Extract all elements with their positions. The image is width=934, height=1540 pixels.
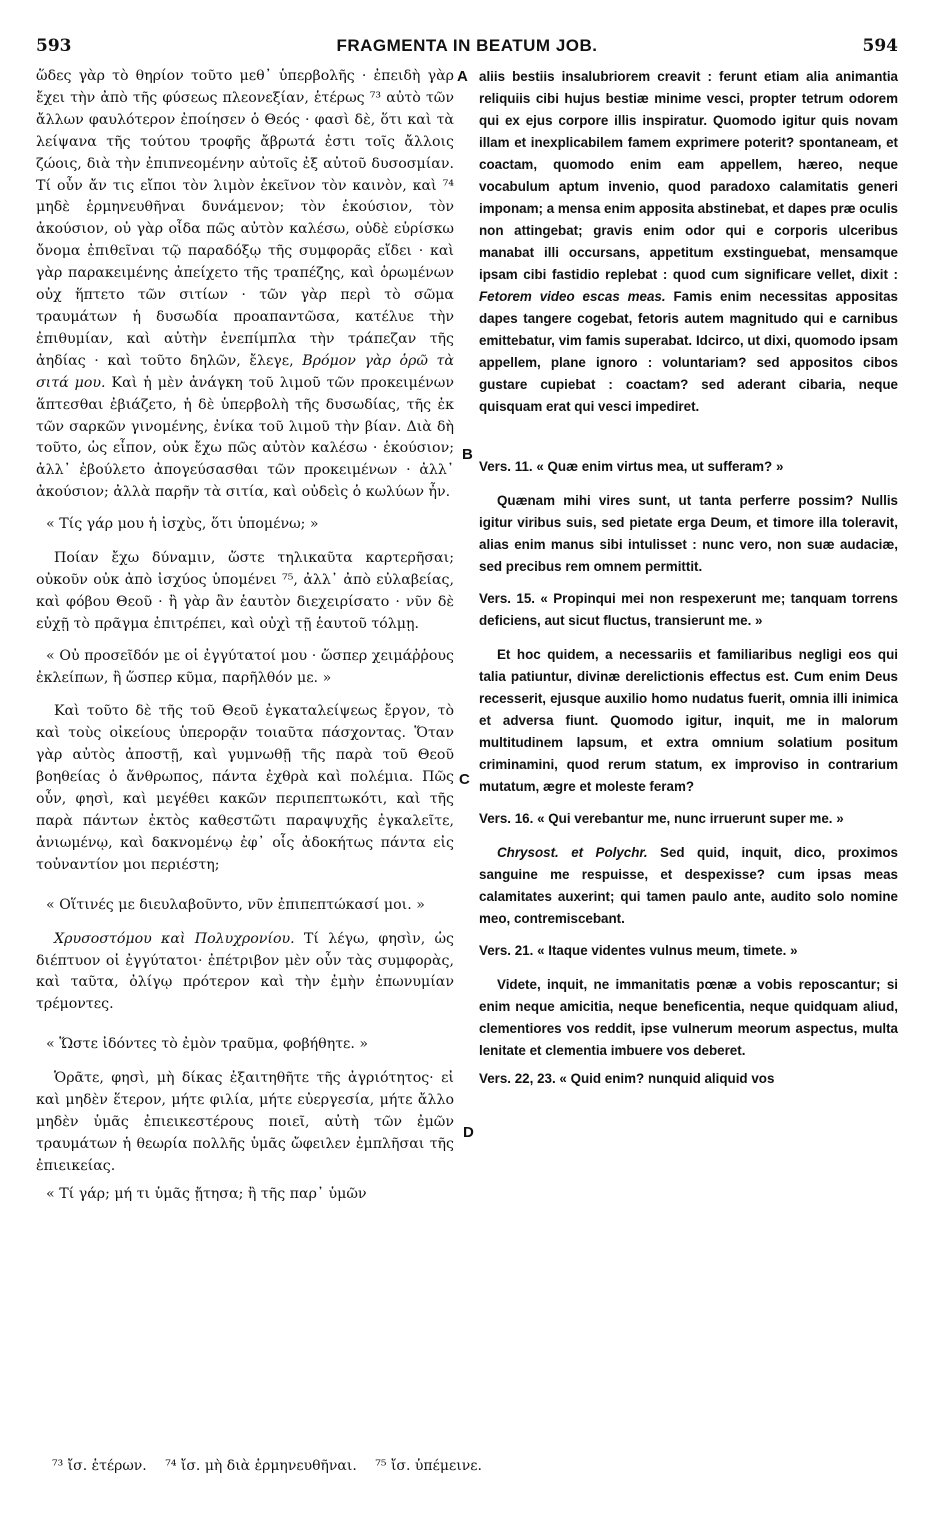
latin-paragraph-1: aliis bestiis insalubriorem creavit : ferunt etiam alia animantia reliquiis cibi hujus bestiæ minime vesci, propter tetrum odorem qui ex ejus corpore illis inspiratur. Quomodo igitur quis novam illam et inexplicabilem famem exprimere poterit? spontaneam, et coactam, quomodo enim eam appellem, hæreo, neque vocabulum aptum invenio, quod paradoxo calamitatis generi imponam; a mensa enim apposita abstinebat, et dapes præ oculis non attingebat; gravis enim odor qui e corporis ulceribus manabat illi occursans, appetitum exstinguebat, mensamque ipsam cibi fastidio replebat : quod cum significare vellet, dixit : Fetorem video escas meas. Famis enim necessitas appositas dapes tangere cogebat, fetoris autem magnitudo qui e carnibus emittebatur, vim famis superabat. Idcirco, ut dixi, quomodo ipsam appellem, plane ignoro : voluntariam? sed appositos cibos gustare cupiebat : coactam? sed aderant cibaria, neque quisquam erat qui vesci impediret. (479, 69, 898, 414)
margin-letter-a: A (457, 68, 468, 85)
latin-verse-15: Vers. 15. « Propinqui mei non respexerunt me; tanquam torrens deficiens, aut sicut fluctus, transierunt me. » (479, 591, 898, 628)
greek-paragraph-2: Ποίαν ἔχω δύναμιν, ὥστε τηλικαῦτα καρτερῆσαι; οὐκοῦν οὐκ ἀπὸ ἰσχύος ὑπομένει ⁷⁵, ἀλλ᾿ ἀπὸ εὐλαβείας, καὶ φόβου Θεοῦ · ἢ γὰρ ἂν ἑαυτὸν διεχειρίσατο · νῦν δὲ εὐχῇ τὸ πρᾶγμα ἐπιτρέπει, καὶ οὐχὶ τῇ ἑαυτοῦ τόλμῃ. (36, 550, 454, 632)
greek-author-attribution: Χρυσοστόμου καὶ Πολυχρονίου. (54, 930, 295, 947)
latin-verse-16: Vers. 16. « Qui verebantur me, nunc irruerunt super me. » (479, 811, 844, 826)
page-header (36, 36, 898, 60)
latin-author-attribution: Chrysost. et Polychr. (497, 845, 648, 860)
greek-verse-22: « Τί γάρ; μή τι ὑμᾶς ᾔτησα; ἢ τῆς παρ᾿ ὑμῶν (46, 1185, 367, 1202)
latin-verse-11: Vers. 11. « Quæ enim virtus mea, ut sufferam? » (479, 459, 784, 474)
margin-letter-d: D (463, 1124, 474, 1141)
greek-quote-italic: Βρόμον γὰρ ὁρῶ τὰ σιτά μου. (36, 352, 454, 391)
footnote-73: ⁷³ ἴσ. ἑτέρων. (52, 1458, 147, 1474)
greek-paragraph-5: Ὁρᾶτε, φησὶ, μὴ δίκας ἐξαιτηθῆτε τῆς ἀγριότητος· εἰ καὶ μηδὲν ἕτερον, μήτε φιλία, μήτε εὐεργεσία, μήτε ἄλλο μηδὲν ὑμᾶς ἐπιεικεστέρους ποιεῖ, αὐτὴ τῶν ἐμῶν τραυμάτων ἡ θεωρία πολλῆς ὑμᾶς ὤφειλεν ἐμπλῆσαι τῆς ἐπιεικείας. (36, 1070, 454, 1174)
footnote-75: ⁷⁵ ἴσ. ὑπέμεινε. (375, 1458, 482, 1474)
footnote-74: ⁷⁴ ἴσ. μὴ διὰ ἑρμηνευθῆναι. (165, 1458, 357, 1474)
greek-paragraph-4: Χρυσοστόμου καὶ Πολυχρονίου. Τί λέγω, φησὶν, ὡς διέπτυον οἱ ἐγγύτατοι· ἐπέτριβον μὲν οὖν τὰς συμφορὰς, καὶ ταῦτα, ὀλίγῳ πρότερον καὶ τὴν ἐμὴν ἐπωνυμίαν τρέμοντες. (36, 930, 454, 1013)
latin-paragraph-4: Chrysost. et Polychr. Sed quid, inquit, dico, proximos sanguine me respuisse, et despexisse? cum ipsas meas calamitates auxerint; qui tamen paulo ante, audito solo nomine meo, contremiscebant. (479, 845, 898, 926)
footnotes (52, 1458, 898, 1474)
greek-verse-16: « Οἵτινές με διευλαβοῦντο, νῦν ἐπιπεπτώκασί μοι. » (46, 896, 425, 913)
latin-paragraph-2: Quænam mihi vires sunt, ut tanta perferre possim? Nullis igitur viribus suis, sed pietate erga Deum, et timore illa toleravit, alias enim manus sibi intulisset : nunc vero, non suæ audaciæ, sed precibus rem omnem permittit. (479, 493, 898, 574)
latin-verse-21: Vers. 21. « Itaque videntes vulnus meum, timete. » (479, 943, 798, 958)
latin-verse-22: Vers. 22, 23. « Quid enim? nunquid aliquid vos (479, 1071, 775, 1086)
latin-quote-italic: Fetorem video escas meas. (479, 289, 666, 304)
greek-paragraph-3: Καὶ τοῦτο δὲ τῆς τοῦ Θεοῦ ἐγκαταλείψεως ἔργον, τὸ καὶ τοὺς οἰκείους ὑπερορᾷν τοιαῦτα πάσχοντας. Ὅταν γὰρ αὐτὸς ἀποστῇ, καὶ γυμνωθῇ τῆς παρὰ τοῦ Θεοῦ βοηθείας ὁ ἄνθρωπος, πάντα ἐχθρὰ καὶ πολέμια. Πῶς οὖν, φησὶ, καὶ μεγέθει κακῶν περιπεπτωκότι, καὶ τῆς παρὰ πάντων ἐκτὸς καθεστῶτι παραψυχῆς ἐγκαλεῖτε, ἀνιωμένῳ, καὶ δακνομένῳ ἐφ᾿ οἷς ἀδοκήτως πάντα εἰς τοὐναντίον μοι περιέστη; (36, 703, 454, 873)
page-number-right: 594 (862, 36, 898, 56)
latin-column (479, 66, 898, 1102)
margin-letter-b: B (462, 446, 473, 463)
latin-paragraph-3: Et hoc quidem, a necessariis et familiaribus negligi eos qui talia patiuntur, divinæ derelictionis effectus est. Cum enim Deus recesserit, ejusque auxilio homo nudatus fuerit, omnia illi inimica et adversa fiunt. Quomodo igitur, inquit, me in malorum multitudinem lapsum, et extra omnium solatium positum criminamini, quod rerum statum, ex improviso in contrarium mutatum, ægre et moleste feram? (479, 647, 898, 794)
latin-paragraph-5: Videte, inquit, ne immanitatis pœnæ a vobis reposcantur; si enim neque amicitia, neque beneficentia, neque quidquam aliud, clementiores vos reddit, ipse vulnerum meorum aspectus, multa lenitate et clementia imbuere vos deberet. (479, 977, 898, 1058)
greek-paragraph-1: ὥδες γὰρ τὸ θηρίον τοῦτο μεθ᾿ ὑπερβολῆς · ἐπειδὴ γὰρ ἔχει τὴν ἀπὸ τῆς φύσεως πλεονεξίαν, ἑτέρως ⁷³ αὐτὸ τῶν ἄλλων φαυλότερον ἐποίησεν ὁ Θεός · φασὶ δὲ, ὅτι καὶ τὰ λείψανα τῆς τούτου τροφῆς ἄβρωτά ἐστι τοῖς ἄλλοις ζώοις, διὰ τὴν ἐπιπνεομένην αὐτοῖς ἐξ αὐτοῦ δυσοσμίαν. Τί οὖν ἄν τις εἴποι τὸν λιμὸν ἐκεῖνον τὸν καινὸν, καὶ ⁷⁴ μηδὲ ἑρμηνευθῆναι δυνάμενον; τὸν ἑκούσιον, τὸν ἀκούσιον, οὐ γὰρ οἶδα πῶς αὐτὸν καλέσω, οὐδὲ εὑρίσκω ὄνομα ἐπιθεῖναι τῷ παραδόξῳ τῆς συμφορᾶς εἴδει · καὶ γὰρ παρακειμένης ἀπείχετο τῆς τραπέζης, καὶ ὁρωμένων οὐχ ἥπτετο τῶν σιτίων · τῶν γὰρ περὶ τὸ σῶμα τραυμάτων ἡ δυσωδία προαπαντῶσα, κατέλυε τὴν ἐπιθυμίαν, καὶ αὐτὴν ἐνεπίμπλα τὴν τράπεζαν τῆς ἀηδίας · καὶ τοῦτο δηλῶν, ἔλεγε, Βρόμον γὰρ ὁρῶ τὰ σιτά μου. Καὶ ἡ μὲν ἀνάγκη τοῦ λιμοῦ τῶν προκειμένων ἅπτεσθαι ἐβιάζετο, ἡ δὲ ὑπερβολὴ τῆς δυσωδίας, τῆς ἐκ τῶν σαρκῶν γινομένης, ἐνίκα τοῦ λιμοῦ τὴν βίαν. Διὰ δὴ τοῦτο, ὡς εἶπον, οὐκ ἔχω πῶς αὐτὸν καλέσω · ἑκούσιον; ἀλλ᾿ ἐβούλετο ἀπογεύσασθαι τῶν προκειμένων · ἀλλ᾿ ἀκούσιον; ἀλλὰ παρῆν τὰ σιτία, καὶ οὐδεὶς ὁ κωλύων ἦν. (36, 68, 454, 501)
running-title: FRAGMENTA IN BEATUM JOB. (336, 36, 598, 55)
greek-column (36, 66, 454, 1218)
page-number-left: 593 (36, 36, 72, 56)
margin-letter-c: C (459, 771, 470, 788)
greek-verse-21: « Ὥστε ἰδόντες τὸ ἐμὸν τραῦμα, φοβήθητε. » (46, 1036, 369, 1053)
greek-verse-11: « Τίς γάρ μου ἡ ἰσχὺς, ὅτι ὑπομένω; » (46, 516, 319, 533)
greek-verse-15: « Οὐ προσεῖδόν με οἱ ἐγγύτατοί μου · ὥσπερ χειμάῤῥους ἐκλείπων, ἢ ὥσπερ κῦμα, παρῆλθόν με. » (36, 647, 454, 686)
